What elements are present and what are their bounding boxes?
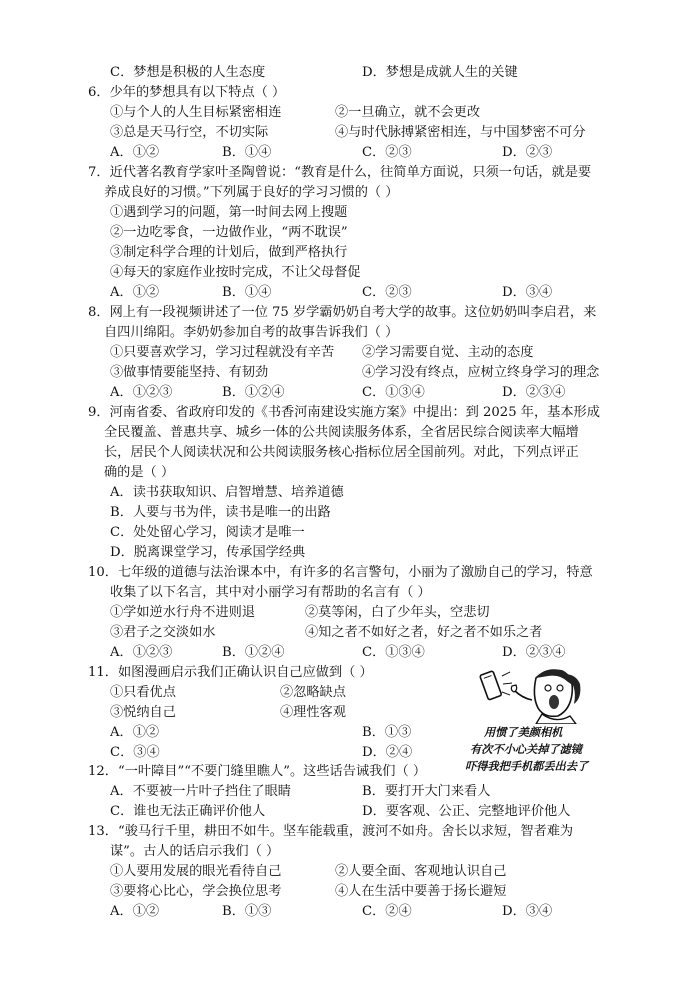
q10-option-a: A．①②③ [110, 645, 173, 660]
q7-option-a: A．①② [110, 285, 160, 300]
q10-statement-3: ③君子之交淡如水 [110, 625, 216, 640]
q12-option-c: C．谁也无法正确评价他人 [110, 804, 266, 819]
q7-option-d: D．③④ [502, 285, 553, 300]
q10-statement-4: ④知之者不如好之者，好之者不如乐之者 [305, 625, 543, 640]
q6-stem: 6．少年的梦想具有以下特点（ ） [88, 85, 286, 100]
q9-stem-line2: 全民覆盖、普惠共享、城乡一体的公共阅读服务体系，全省居民综合阅读率大幅增 [104, 425, 579, 440]
q7-statement-1: ①遇到学习的问题，第一时间去网上搜题 [110, 205, 348, 220]
q6-option-b: B．①④ [222, 145, 272, 160]
phone-icon [480, 671, 502, 700]
q7-option-b: B．①④ [222, 285, 272, 300]
q9-option-b: B．人要与书为伴，读书是唯一的出路 [110, 505, 331, 520]
q9-stem-line3: 长，居民个人阅读状况和公共阅读服务核心指标位居全国前列。对此，下列点评正 [104, 445, 579, 460]
q8-statement-1: ①只要喜欢学习，学习过程就没有辛苦 [110, 345, 335, 360]
q7-option-c: C．②③ [362, 285, 412, 300]
q10-stem-line1: 10．七年级的道德与法治课本中，有许多的名言警句，小丽为了激励自己的学习，特意 [88, 565, 593, 580]
q11-statement-1: ①只看优点 [110, 685, 176, 700]
q11-stem: 11．如图漫画启示我们正确认识自己应做到（ ） [88, 665, 373, 680]
q9-stem-line4: 确的是（ ） [104, 465, 175, 480]
q13-stem-line1: 13．“骏马行千里，耕田不如牛。坚车能载重，渡河不如舟。舍长以求短，智者难为 [88, 824, 574, 839]
q11-statement-2: ②忽略缺点 [280, 685, 346, 700]
q12-option-b: B．要打开大门来看人 [362, 784, 491, 799]
q13-statement-3: ③要将心比心，学会换位思考 [110, 884, 282, 899]
q9-option-c: C．处处留心学习，阅读才是唯一 [110, 525, 305, 540]
q13-option-d: D．③④ [502, 904, 553, 919]
q8-stem-line1: 8．网上有一段视频讲述了一位 75 岁学霸奶奶自考大学的故事。这位奶奶叫李启君，来 [88, 305, 597, 320]
q10-option-b: B．①②④ [222, 645, 285, 660]
q10-option-d: D．②③④ [502, 645, 566, 660]
q11-option-c: C．③④ [110, 745, 160, 760]
q6-option-d: D．②③ [502, 145, 553, 160]
q12-stem: 12．“一叶障目”“不要门缝里瞧人”。这些话告诫我们（ ） [88, 764, 427, 779]
q12-option-a: A．不要被一片叶子挡住了眼睛 [110, 784, 291, 799]
q10-statement-1: ①学如逆水行舟不进则退 [110, 605, 256, 620]
q8-statement-3: ③做事情要能坚持、有韧劲 [110, 365, 269, 380]
q6-statement-2: ②一旦确立，就不会更改 [335, 105, 481, 120]
q13-option-b: B．①③ [222, 904, 272, 919]
q7-stem-line1: 7．近代著名教育学家叶圣陶曾说：“教育是什么，往简单方面说，只须一句话，就是要 [88, 165, 592, 180]
q13-option-c: C．②④ [362, 904, 412, 919]
q11-option-d: D．②④ [362, 745, 413, 760]
q9-stem-line1: 9．河南省委、省政府印发的《书香河南建设实施方案》中提出：到 2025 年，基本形成 [88, 405, 600, 420]
q11-option-b: B．①③ [362, 725, 412, 740]
q7-stem-line2: 养成良好的习惯。”下列属于良好的学习习惯的（ ） [104, 185, 399, 200]
cartoon-caption-line1: 用惯了美颜相机 [484, 726, 563, 739]
q7-statement-2: ②一边吃零食，一边做作业，“两不耽误” [110, 225, 348, 240]
q5-option-c: C．梦想是积极的人生态度 [110, 65, 266, 80]
q7-statement-4: ④每天的家庭作业按时完成，不让父母督促 [110, 265, 361, 280]
q6-option-c: C．②③ [362, 145, 412, 160]
q8-option-c: C．①③④ [362, 385, 425, 400]
q9-option-a: A．读书获取知识、启智增慧、培养道德 [110, 485, 344, 500]
q10-stem-line2: 收集了以下名言，其中对小丽学习有帮助的名言有（ ） [110, 585, 431, 600]
cartoon-caption-line3: 吓得我把手机都丢出去了 [465, 760, 589, 773]
q11-statement-4: ④理性客观 [280, 705, 346, 720]
q13-statement-4: ④人在生活中要善于扬长避短 [335, 884, 507, 899]
cartoon-illustration [470, 664, 600, 724]
q6-option-a: A．①② [110, 145, 160, 160]
q6-statement-4: ④与时代脉搏紧密相连，与中国梦密不可分 [335, 125, 586, 140]
q11-option-a: A．①② [110, 725, 160, 740]
q8-option-a: A．①②③ [110, 385, 173, 400]
q13-statement-1: ①人要用发展的眼光看待自己 [110, 864, 282, 879]
q8-option-d: D．②③④ [502, 385, 566, 400]
q13-stem-line2: 谋”。古人的话启示我们（ ） [110, 844, 280, 859]
q8-stem-line2: 自四川绵阳。李奶奶参加自考的故事告诉我们（ ） [104, 325, 399, 340]
q7-statement-3: ③制定科学合理的计划后，做到严格执行 [110, 245, 348, 260]
q13-option-a: A．①② [110, 904, 160, 919]
q13-statement-2: ②人要全面、客观地认识自己 [335, 864, 507, 879]
cartoon-caption-line2: 有次不小心关掉了滤镜 [470, 743, 582, 756]
q8-statement-2: ②学习需要自觉、主动的态度 [362, 345, 534, 360]
q8-option-b: B．①②④ [222, 385, 285, 400]
q12-option-d: D．要客观、公正、完整地评价他人 [362, 804, 571, 819]
q10-statement-2: ②莫等闲，白了少年头，空悲切 [305, 605, 490, 620]
q6-statement-1: ①与个人的人生目标紧密相连 [110, 105, 282, 120]
q5-option-d: D．梦想是成就人生的关键 [362, 65, 518, 80]
q6-statement-3: ③总是天马行空，不切实际 [110, 125, 269, 140]
q8-statement-4: ④学习没有终点，应树立终身学习的理念 [362, 365, 600, 380]
q10-option-c: C．①③④ [362, 645, 425, 660]
q9-option-d: D．脱离课堂学习，传承国学经典 [110, 545, 306, 560]
q11-statement-3: ③悦纳自己 [110, 705, 176, 720]
